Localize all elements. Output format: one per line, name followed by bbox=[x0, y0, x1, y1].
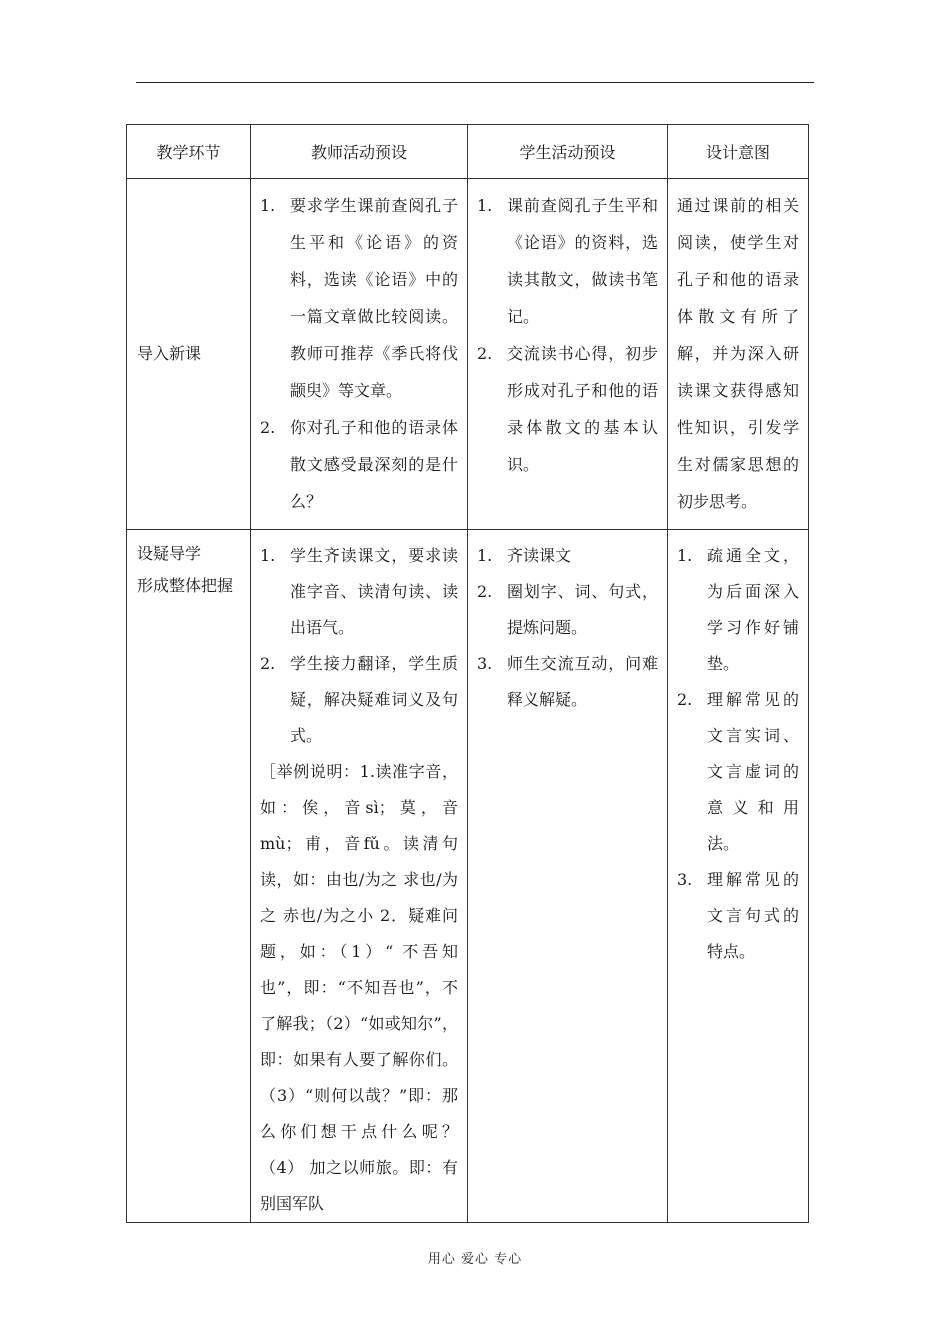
student-cell bbox=[468, 179, 668, 530]
item-text: 你对孔子和他的语录体散文感受最深刻的是什么？ bbox=[290, 418, 458, 511]
item-number: 1. bbox=[260, 546, 276, 565]
stage-label: 导入新课 bbox=[137, 344, 202, 363]
list-item bbox=[477, 538, 658, 574]
teacher-cell bbox=[251, 530, 468, 1223]
list-item bbox=[677, 538, 799, 682]
lesson-plan-table bbox=[126, 124, 809, 1223]
item-number: 3. bbox=[677, 870, 693, 889]
page-footer: 用心 爱心 专心 bbox=[427, 1252, 523, 1267]
item-number: 3. bbox=[477, 654, 493, 673]
student-cell bbox=[468, 530, 668, 1223]
stage-cell bbox=[127, 179, 251, 530]
item-text: 学生齐读课文，要求读准字音、读清句读、读出语气。 bbox=[290, 546, 458, 637]
list-item bbox=[477, 335, 658, 483]
header-rule bbox=[136, 82, 814, 83]
header-student: 学生活动预设 bbox=[468, 125, 668, 179]
list-item bbox=[260, 646, 458, 754]
item-text: 理解常见的文言实词、文言虚词的意义和用法。 bbox=[707, 690, 799, 853]
stage-label: 设疑导学 bbox=[137, 544, 202, 563]
list-item bbox=[477, 187, 658, 335]
teacher-cell bbox=[251, 179, 468, 530]
item-text: 理解常见的文言句式的特点。 bbox=[707, 870, 799, 961]
item-number: 2. bbox=[677, 690, 693, 709]
table-row bbox=[127, 530, 809, 1223]
item-text: 圈划字、词、句式，提炼问题。 bbox=[507, 582, 658, 637]
list-item bbox=[477, 646, 658, 718]
list-item bbox=[677, 862, 799, 970]
item-text: 齐读课文 bbox=[507, 546, 572, 565]
item-number: 1. bbox=[677, 546, 693, 565]
intent-text: 通过课前的相关阅读，使学生对孔子和他的语录体散文有所了解，并为深入研读课文获得感知性知识，引发学生对儒家思想的初步思考。 bbox=[677, 196, 799, 511]
list-item bbox=[260, 409, 458, 520]
stage-label: 形成整体把握 bbox=[137, 576, 234, 595]
item-text: 疏通全文，为后面深入学习作好铺垫。 bbox=[707, 546, 799, 673]
intent-cell bbox=[668, 530, 809, 1223]
item-text: 学生接力翻译，学生质疑，解决疑难词义及句式。 bbox=[290, 654, 458, 745]
example-note: ［举例说明：1.读准字音，如：俟，音sì；莫，音mù；甫，音fǔ。读清句读，如：由也/为之 求也/为之 赤也/为之小 2．疑难问题，如：（1）“ 不吾知也”，即：“不知吾也”，不了解我；（2）“如或知尔”，即：如果有人要了解你们。（3）“则何以哉？”即：那么你们想干点什么呢？（4） 加之以师旅。即：有别国军队 bbox=[260, 762, 458, 1213]
item-number: 2. bbox=[477, 582, 493, 601]
stage-cell bbox=[127, 530, 251, 1223]
table-header-row bbox=[127, 125, 809, 179]
item-text: 课前查阅孔子生平和《论语》的资料，选读其散文，做读书笔记。 bbox=[507, 196, 658, 326]
item-number: 2. bbox=[477, 344, 493, 363]
header-teacher: 教师活动预设 bbox=[251, 125, 468, 179]
item-number: 2. bbox=[260, 654, 276, 673]
list-item bbox=[677, 682, 799, 862]
list-item bbox=[260, 538, 458, 646]
item-number: 2. bbox=[260, 418, 276, 437]
item-text: 要求学生课前查阅孔子生平和《论语》的资料，选读《论语》中的一篇文章做比较阅读。教师可推荐《季氏将伐颛臾》等文章。 bbox=[290, 196, 458, 400]
item-number: 1. bbox=[477, 546, 493, 565]
item-text: 交流读书心得，初步形成对孔子和他的语录体散文的基本认识。 bbox=[507, 344, 658, 474]
header-stage: 教学环节 bbox=[127, 125, 251, 179]
intent-cell bbox=[668, 179, 809, 530]
item-number: 1. bbox=[260, 196, 276, 215]
header-intent: 设计意图 bbox=[668, 125, 809, 179]
item-text: 师生交流互动，问难释义解疑。 bbox=[507, 654, 658, 709]
list-item bbox=[260, 187, 458, 409]
item-number: 1. bbox=[477, 196, 493, 215]
list-item bbox=[477, 574, 658, 646]
table-row bbox=[127, 179, 809, 530]
